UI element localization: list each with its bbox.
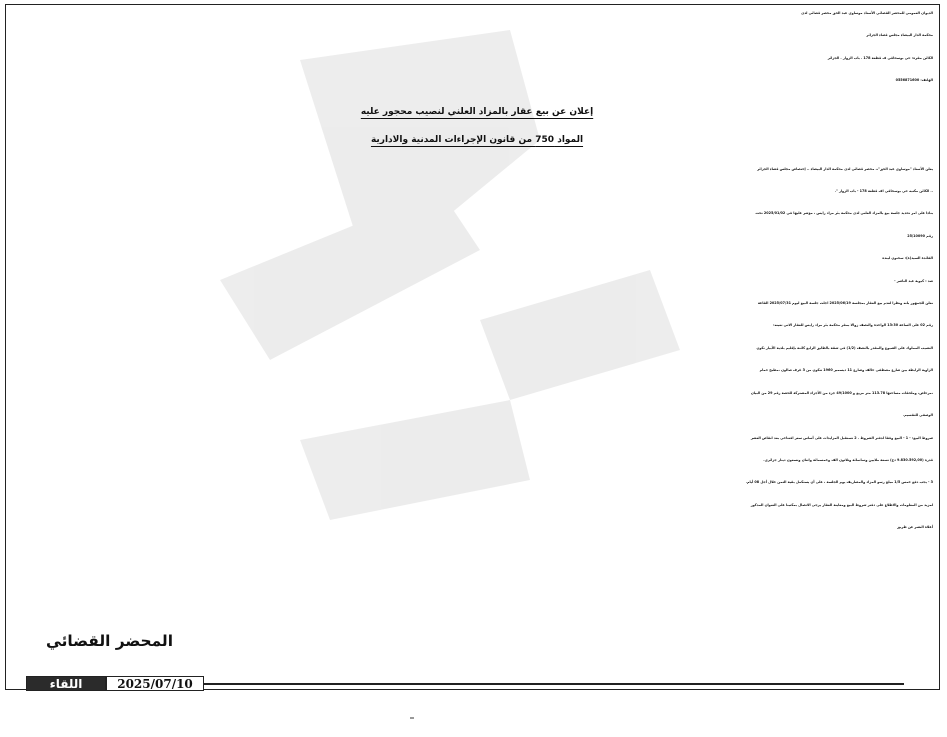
property-line-3: ،مرحاض، وملحقات مساحتها 113.78 متر مربع و 49/1000 جزء من الأجزاء المشتركة للحصة رقم 29 من البيان xyxy=(750,390,933,395)
announcer-line-2: .. الكائن مكتبه حي بوسحاقي اف قطعة 178 - باب الزوار ". xyxy=(834,189,933,194)
notice-title: إعلان عن بيع عقار بالمزاد العلني لنصيب محجور عليه xyxy=(360,106,594,117)
notice-subtitle: المواد 750 من قانون الإجراءات المدنية والادارية xyxy=(370,134,584,145)
header-address: الكائن مقره: حي بوسحاقي ف قطعة 178 . باب الزوار . الجزائر xyxy=(827,55,933,60)
header-phone xyxy=(21,69,933,91)
order-line-2: رقم 25/10090 xyxy=(907,233,933,238)
announcer-line-1: يعلن الأستاذ "موساوي عبد الحق"،، محضر قضائي لدى محكمة الدار البيضاء .. إختصاص مجلس قضاء الجزائر xyxy=(757,166,933,171)
property-line-2: الزاوية الرابطة بين شارع مصطفى خالف وشارع 11 ديسمبر 1960 تتكون من 3 غرف صالون ،مطبخ حمام xyxy=(759,368,933,373)
property-line-4: الوصفي للتقسيم. xyxy=(902,413,933,418)
scan-speck xyxy=(410,717,414,719)
phone-label: الهاتف: xyxy=(920,78,933,83)
conditions-line-2: قدره (9.830.592,00 دج) تسعة ملايين وثمانمائة وثلاثون الف وخمسمائة واثنان وتسعون دينار جزائري. xyxy=(763,457,933,462)
signature: المحضر القضائي xyxy=(46,632,173,650)
header-line-2: محكمة الدار البيضاء مجلس قضاء الجزائر xyxy=(866,33,933,38)
order-line-1: بناءا على امر تحديد جلسة بيع بالمزاد العلني لدى محكمة بئر مراد رايس ، مؤشر عليها في 2025/01/02 تحت xyxy=(755,211,933,216)
session-line-2: رقم 02 على الساعة 13:30 الواحدة والنصف زوالا بمقر محكمة بئر مراد رايس للعقار الاتي تعينه: xyxy=(773,323,933,328)
publication-date: 2025/07/10 xyxy=(106,676,204,691)
phone-number: 0556871600 xyxy=(895,78,920,83)
conditions-line-1: شروط البيع: - 1 - البيع وفقا لدفتر الشروط . 2 تستقبل المزايدات على أساس سعر افتتاحي بعد انقاص العشر xyxy=(750,435,933,440)
payment-condition: 3 - يجب دفع خمس 1/5 مبلغ رسو المزاد والمصاريف يوم الجلسة ، على أن يستكمل بقية الثمن خلال أجل 08 أيام. xyxy=(745,480,933,485)
footer-rule xyxy=(204,683,904,685)
info-line-1: لمزيد من المعلومات والاطلاع على دفتر شروط البيع ومعاينة العقار يرجى الاتصال بمكتبنا على العنوان المذكور xyxy=(750,502,933,507)
header-line-1: الديوان العمومي للمحضر القضائي الأستاذ موساوي عبد الحق محضر قضائي لدى xyxy=(801,11,933,15)
beneficiary: الفائدة السيد(ة): سحنون لينده xyxy=(882,256,933,261)
notice-body xyxy=(21,2,933,539)
property-line-1: النصيب المملوك على الشيوع والمقدر بالنصف (1/2) في شقة بالطابق الرابع كائنة بإقليم بلدية الأبيار تكون xyxy=(756,345,933,350)
defendant: ضد : كبوية عبد الناصر - xyxy=(894,278,933,283)
session-line-1: نعلن للجمهور بانه ونظرا لعدم بيع العقار بمجلسة 2025/06/19 اجلت جلسة البيع ليوم 2025/07/31 القاعة xyxy=(757,301,933,306)
newspaper-name: اللقاء xyxy=(26,676,106,691)
footer-bar xyxy=(26,675,904,692)
info-line-2: أعلاه النشر عن طريق xyxy=(897,525,933,530)
